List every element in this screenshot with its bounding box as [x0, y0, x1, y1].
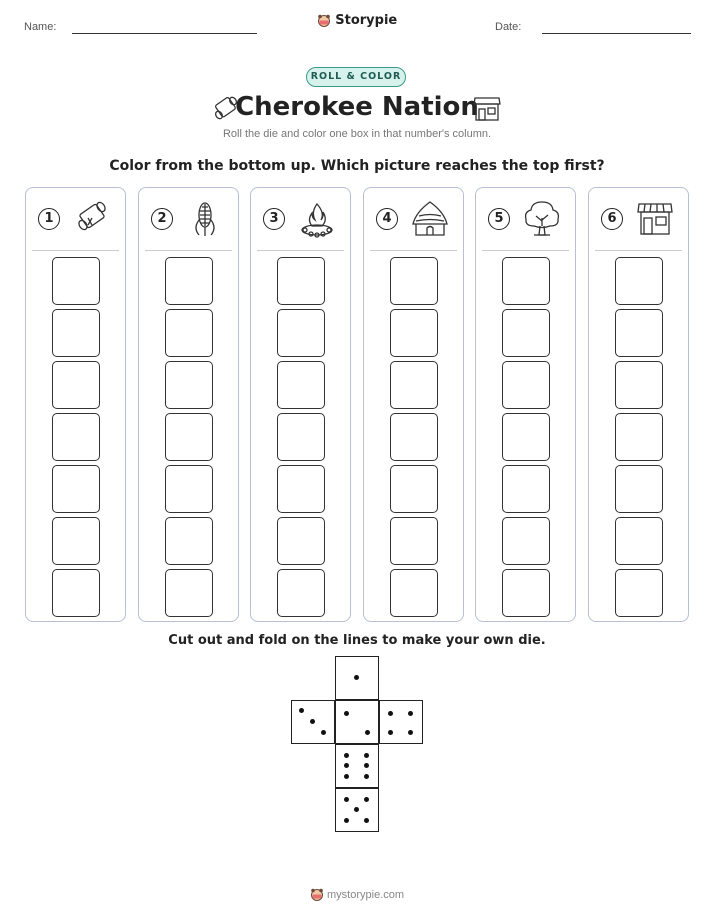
die-face-3	[291, 700, 335, 744]
footer	[0, 888, 714, 902]
column-divider	[595, 250, 682, 251]
tree-icon	[522, 198, 562, 238]
color-box[interactable]	[615, 569, 663, 617]
subtitle: Roll the die and color one box in that number's column.	[222, 128, 492, 140]
color-box[interactable]	[390, 465, 438, 513]
die-pip	[364, 774, 369, 779]
die-pip	[344, 818, 349, 823]
die-pip	[408, 730, 413, 735]
instruction: Color from the bottom up. Which picture reaches the top first?	[109, 158, 605, 174]
die-face-6	[335, 744, 379, 788]
color-box[interactable]	[277, 569, 325, 617]
color-box[interactable]	[615, 517, 663, 565]
die-pip	[354, 675, 359, 680]
cut-instruction: Cut out and fold on the lines to make your own die.	[168, 633, 546, 648]
die-pip	[310, 719, 315, 724]
column-divider	[257, 250, 344, 251]
campfire-icon	[297, 198, 337, 238]
die-pip	[388, 730, 393, 735]
die-pip	[364, 818, 369, 823]
color-box[interactable]	[52, 257, 100, 305]
die-pip	[344, 763, 349, 768]
name-label: Name:	[24, 21, 57, 33]
color-box[interactable]	[615, 257, 663, 305]
die-face-2	[335, 700, 379, 744]
color-box[interactable]	[52, 361, 100, 409]
name-line[interactable]	[72, 33, 257, 34]
corn-icon	[185, 198, 225, 238]
color-box[interactable]	[502, 517, 550, 565]
color-box[interactable]	[502, 361, 550, 409]
storypie-mascot-icon	[310, 888, 324, 902]
die-pip	[344, 774, 349, 779]
die-pip	[344, 797, 349, 802]
footer-url: mystorypie.com	[327, 889, 405, 901]
color-box[interactable]	[390, 517, 438, 565]
color-box[interactable]	[277, 309, 325, 357]
color-box[interactable]	[390, 309, 438, 357]
die-face-4	[379, 700, 423, 744]
color-box[interactable]	[390, 569, 438, 617]
column-number: 6	[601, 208, 623, 230]
color-box[interactable]	[165, 517, 213, 565]
date-label: Date:	[495, 21, 522, 33]
roll-column-6	[588, 187, 689, 622]
die-pip	[321, 730, 326, 735]
color-box[interactable]	[165, 413, 213, 461]
roll-column-1	[25, 187, 126, 622]
color-box[interactable]	[615, 465, 663, 513]
color-box[interactable]	[615, 309, 663, 357]
color-box[interactable]	[165, 361, 213, 409]
column-divider	[145, 250, 232, 251]
roll-color-badge: ROLL & COLOR	[306, 67, 406, 87]
color-box[interactable]	[165, 309, 213, 357]
column-number: 1	[38, 208, 60, 230]
color-box[interactable]	[165, 257, 213, 305]
column-number: 4	[376, 208, 398, 230]
date-line[interactable]	[542, 33, 691, 34]
die-pip	[365, 730, 370, 735]
color-box[interactable]	[502, 309, 550, 357]
scroll-icon	[72, 198, 112, 238]
page-title: Cherokee Nation	[235, 92, 479, 122]
color-box[interactable]	[277, 465, 325, 513]
brand-logo	[0, 13, 714, 28]
color-box[interactable]	[52, 309, 100, 357]
color-box[interactable]	[390, 413, 438, 461]
storefront-icon	[472, 94, 502, 122]
color-box[interactable]	[165, 569, 213, 617]
roll-column-3	[250, 187, 351, 622]
color-box[interactable]	[390, 257, 438, 305]
die-pip	[344, 711, 349, 716]
color-box[interactable]	[615, 413, 663, 461]
roll-column-4	[363, 187, 464, 622]
column-divider	[370, 250, 457, 251]
die-pip	[354, 807, 359, 812]
color-box[interactable]	[277, 517, 325, 565]
die-pip	[388, 711, 393, 716]
color-box[interactable]	[502, 465, 550, 513]
color-box[interactable]	[502, 569, 550, 617]
brand-name: Storypie	[335, 13, 398, 28]
storefront-icon	[635, 198, 675, 238]
column-number: 5	[488, 208, 510, 230]
color-box[interactable]	[52, 465, 100, 513]
color-box[interactable]	[615, 361, 663, 409]
color-box[interactable]	[390, 361, 438, 409]
color-box[interactable]	[277, 257, 325, 305]
die-pip	[364, 753, 369, 758]
die-pip	[364, 763, 369, 768]
roll-column-2	[138, 187, 239, 622]
color-box[interactable]	[52, 517, 100, 565]
column-number: 3	[263, 208, 285, 230]
color-box[interactable]	[165, 465, 213, 513]
color-box[interactable]	[52, 569, 100, 617]
die-pip	[364, 797, 369, 802]
storypie-mascot-icon	[317, 14, 331, 28]
die-pip	[299, 708, 304, 713]
color-box[interactable]	[277, 361, 325, 409]
die-pip	[408, 711, 413, 716]
color-box[interactable]	[502, 257, 550, 305]
color-box[interactable]	[277, 413, 325, 461]
die-face-1	[335, 656, 379, 700]
column-divider	[32, 250, 119, 251]
thatched-hut-icon	[410, 198, 450, 238]
color-box[interactable]	[52, 413, 100, 461]
roll-column-5	[475, 187, 576, 622]
die-face-5	[335, 788, 379, 832]
color-box[interactable]	[502, 413, 550, 461]
die-pip	[344, 753, 349, 758]
column-divider	[482, 250, 569, 251]
column-number: 2	[151, 208, 173, 230]
